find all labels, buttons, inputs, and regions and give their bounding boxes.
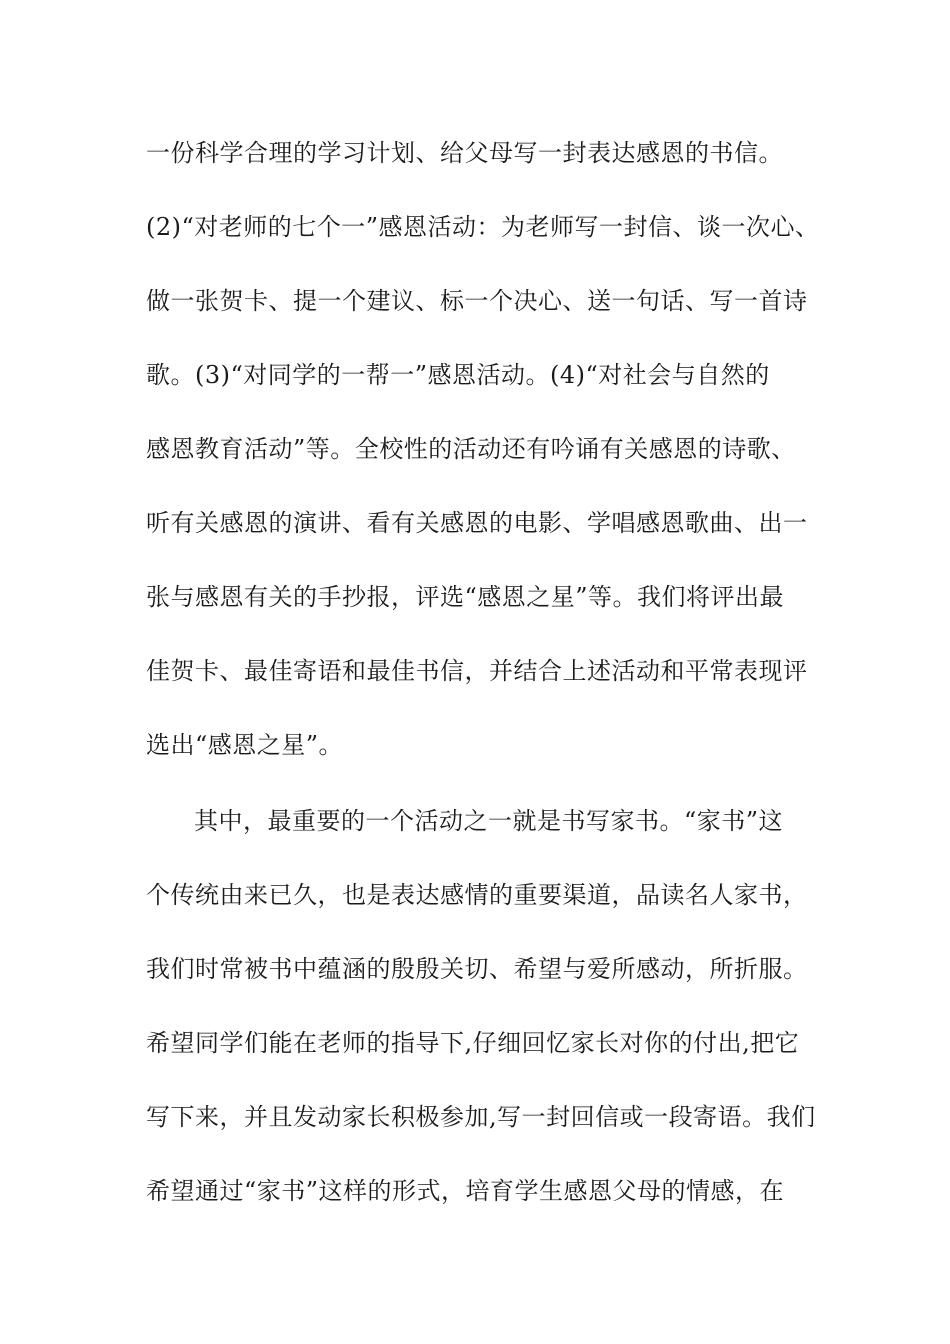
text-line-1: 一份科学合理的学习计划、给父母写一封表达感恩的书信。 xyxy=(146,139,783,167)
text-line-5: 感恩教育活动”等。全校性的活动还有吟诵有关感恩的诗歌、 xyxy=(146,435,796,463)
text-line-9: 选出“感恩之星”。 xyxy=(146,731,344,759)
text-line-7: 张与感恩有关的手抄报，评选“感恩之星”等。我们将评出最 xyxy=(146,583,785,611)
text-line-3: 做一张贺卡、提一个建议、标一个决心、送一句话、写一首诗 xyxy=(146,287,808,315)
text-line-6: 听有关感恩的演讲、看有关感恩的电影、学唱感恩歌曲、出一 xyxy=(146,509,808,537)
text-line-15: 希望通过“家书”这样的形式，培育学生感恩父母的情感，在 xyxy=(146,1177,785,1205)
text-line-12: 我们时常被书中蕴涵的殷殷关切、希望与爱所感动，所折服。 xyxy=(146,955,808,983)
text-line-4: 歌。(3)“对同学的一帮一”感恩活动。(4)“对社会与自然的 xyxy=(146,361,770,389)
text-line-14: 写下来，并且发动家长积极参加,写一封回信或一段寄语。我们 xyxy=(146,1103,816,1131)
text-line-13: 希望同学们能在老师的指导下,仔细回忆家长对你的付出,把它 xyxy=(146,1029,800,1057)
text-line-8: 佳贺卡、最佳寄语和最佳书信，并结合上述活动和平常表现评 xyxy=(146,657,808,685)
text-line-11: 个传统由来已久，也是表达感情的重要渠道，品读名人家书， xyxy=(146,881,808,909)
text-line-2: (2)“对老师的七个一”感恩活动：为老师写一封信、谈一次心、 xyxy=(146,213,820,241)
paragraph-start-line: 其中，最重要的一个活动之一就是书写家书。“家书”这 xyxy=(194,807,784,835)
